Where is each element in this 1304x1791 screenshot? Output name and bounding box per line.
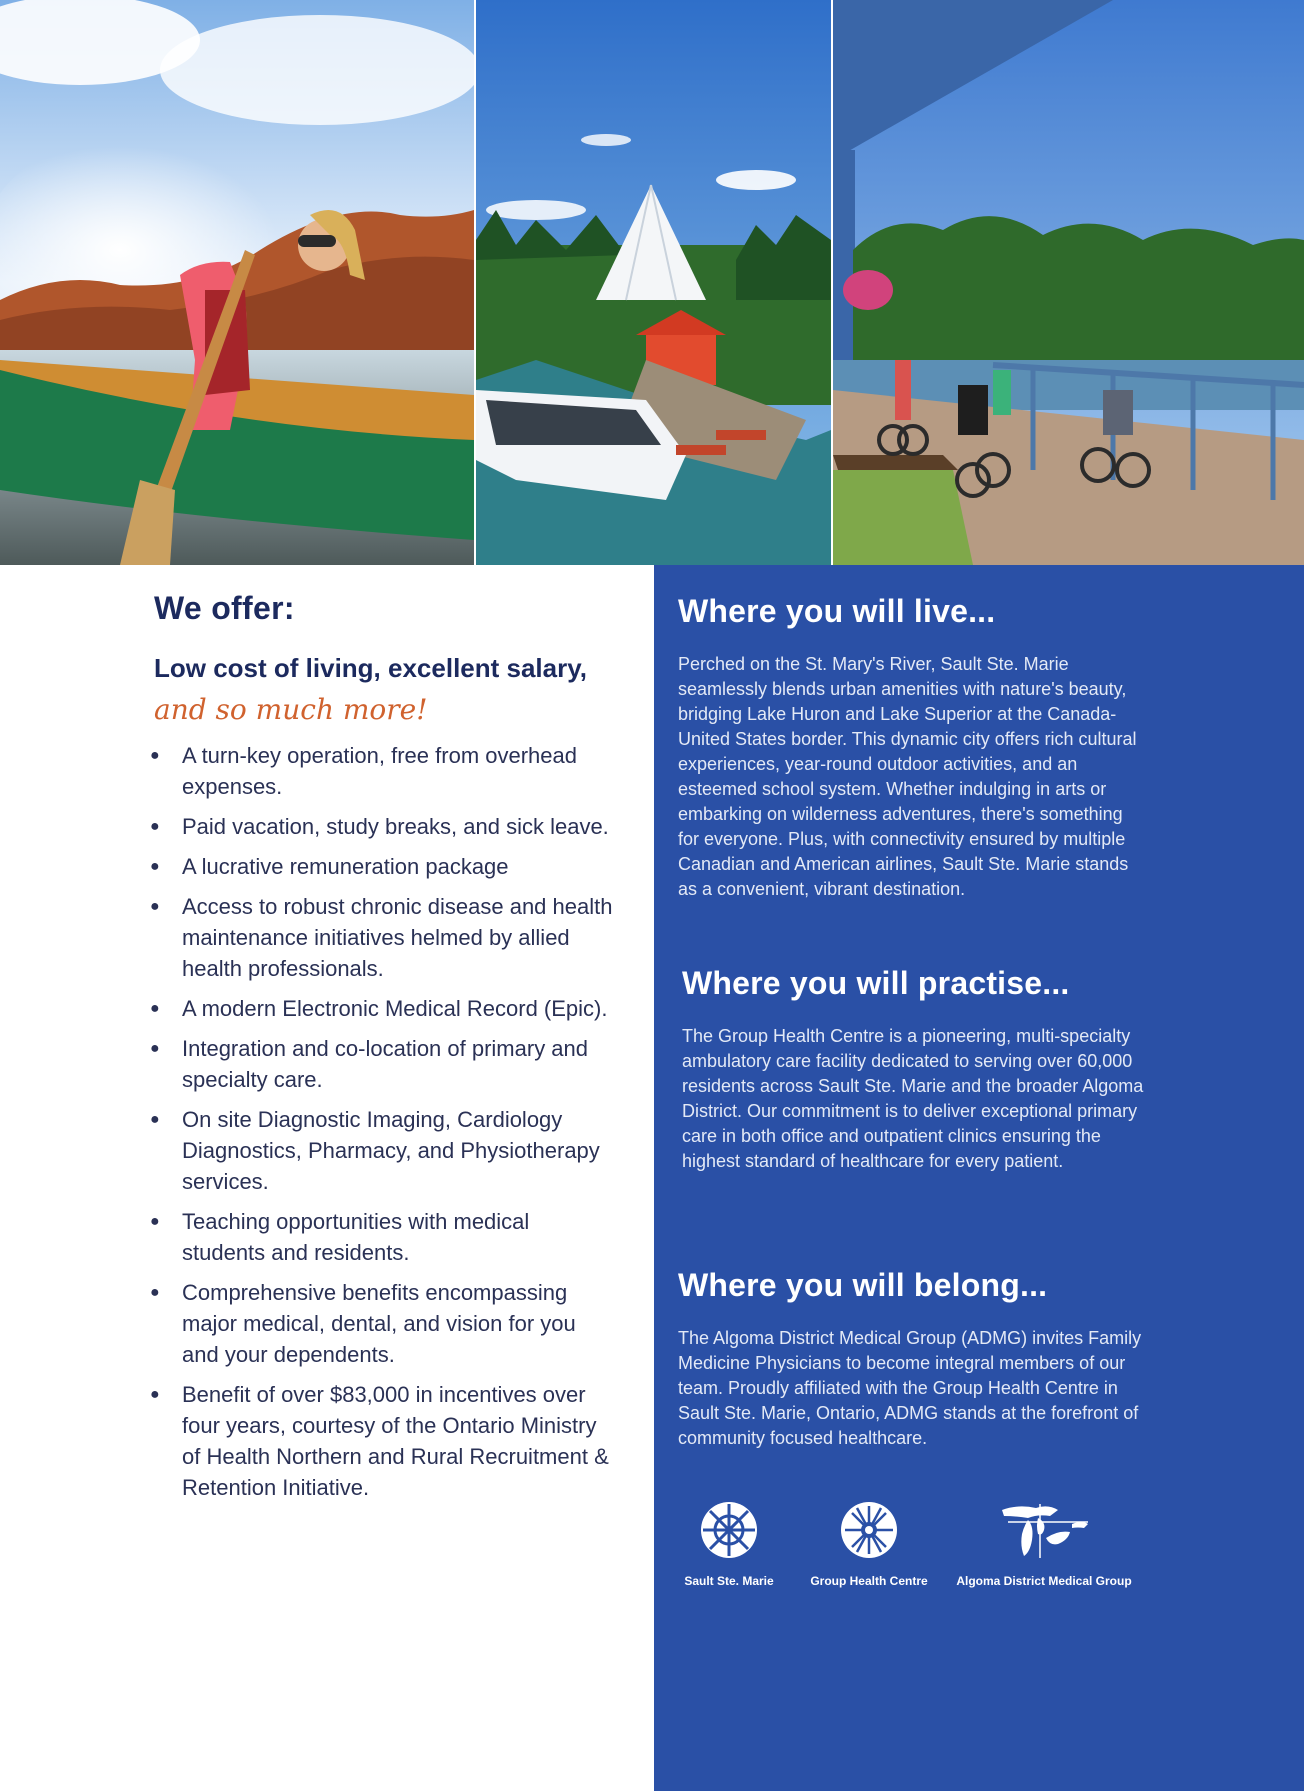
logo-label: Sault Ste. Marie: [684, 1574, 774, 1588]
benefit-item: ● Integration and co-location of primary and specialty care.: [148, 1033, 618, 1095]
bullet-icon: ●: [150, 1000, 160, 1017]
benefits-list: [148, 740, 618, 1512]
offer-subheading-bold: Low cost of living, excellent salary,: [154, 653, 587, 683]
canoe-photo: [0, 0, 474, 565]
bullet-icon: ●: [150, 858, 160, 875]
live-heading: Where you will live...: [678, 593, 996, 629]
belong-section: [678, 1267, 1278, 1451]
logo-label: Algoma District Medical Group: [956, 1574, 1132, 1588]
offer-subheading-accent: and so much more!: [154, 693, 428, 726]
benefit-item: ● On site Diagnostic Imaging, Cardiology Diagnostics, Pharmacy, and Physiotherapy services.: [148, 1104, 618, 1197]
bullet-icon: ●: [150, 747, 160, 764]
great-lakes-icon: [998, 1500, 1090, 1560]
photo-strip: [0, 0, 1304, 565]
benefit-item: ● Comprehensive benefits encompassing major medical, dental, and vision for you and your dependents.: [148, 1277, 618, 1370]
cyclists-boardwalk-photo: [833, 0, 1304, 565]
group-health-centre-logo: [804, 1500, 934, 1588]
benefit-item: ● A turn-key operation, free from overhead expenses.: [148, 740, 618, 802]
bullet-icon: ●: [150, 1213, 160, 1230]
benefit-item: ● A lucrative remuneration package: [148, 851, 618, 882]
practise-section: [682, 965, 1282, 1174]
benefit-item: ● Benefit of over $83,000 in incentives over four years, courtesy of the Ontario Ministry of Health Northern and Rural Recruitment & Retention Initiative.: [148, 1379, 618, 1503]
benefit-item: ● Paid vacation, study breaks, and sick leave.: [148, 811, 618, 842]
practise-heading: Where you will practise...: [682, 965, 1070, 1001]
offer-subheading: [154, 647, 594, 731]
logo-label: Group Health Centre: [810, 1574, 928, 1588]
belong-body: The Algoma District Medical Group (ADMG) invites Family Medicine Physicians to become integral members of our team. Proudly affiliated with the Group Health Centre in Sault Ste. Marie, Ontario, ADMG stands at the forefront of community focused healthcare.: [678, 1328, 1142, 1448]
bullet-icon: ●: [150, 818, 160, 835]
benefit-item: ● Teaching opportunities with medical students and residents.: [148, 1206, 618, 1268]
admg-logo: [949, 1500, 1139, 1588]
marina-photo: [476, 0, 831, 565]
bullet-icon: ●: [150, 898, 160, 915]
benefit-item: ● Access to robust chronic disease and health maintenance initiatives helmed by allied health professionals.: [148, 891, 618, 984]
partner-logos: [674, 1500, 1134, 1600]
bullet-icon: ●: [150, 1040, 160, 1057]
belong-heading: Where you will belong...: [678, 1267, 1048, 1303]
live-section: [678, 593, 1278, 902]
offer-column: [0, 565, 654, 1791]
offer-heading: We offer:: [154, 590, 295, 626]
info-panel: [654, 565, 1304, 1791]
bullet-icon: ●: [150, 1284, 160, 1301]
practise-body: The Group Health Centre is a pioneering, multi-specialty ambulatory care facility dedicated to serving over 60,000 residents across Sault Ste. Marie and the broader Algoma District. Our commitment is to deliver exceptional primary care in both office and outpatient clinics ensuring the highest standard of healthcare for every patient.: [682, 1026, 1144, 1171]
benefit-item: ● A modern Electronic Medical Record (Epic).: [148, 993, 618, 1024]
bullet-icon: ●: [150, 1111, 160, 1128]
live-body: Perched on the St. Mary's River, Sault Ste. Marie seamlessly blends urban amenities with nature's beauty, bridging Lake Huron and Lake Superior at the Canada-United States border. This dynamic city offers rich cultural experiences, year-round outdoor activities, and an esteemed school system. Whether indulging in arts or embarking on wilderness adventures, there's something for everyone. Plus, with connectivity ensured by multiple Canadian and American airlines, Sault Ste. Marie stands as a convenient, vibrant destination.: [678, 654, 1137, 899]
bullet-icon: ●: [150, 1386, 160, 1403]
city-emblem-icon: [699, 1500, 759, 1560]
sault-ste-marie-logo: [674, 1500, 784, 1588]
ghc-emblem-icon: [839, 1500, 899, 1560]
